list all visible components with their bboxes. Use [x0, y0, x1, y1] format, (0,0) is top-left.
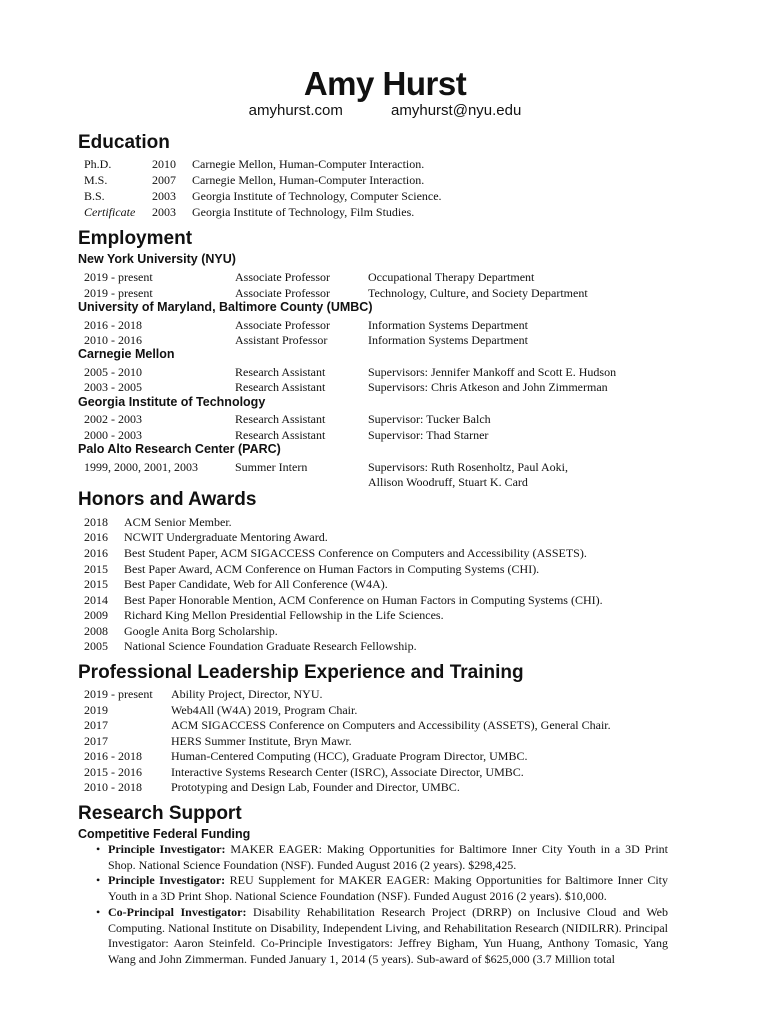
website-link[interactable]: amyhurst.com	[248, 102, 343, 119]
role: Research Assistant	[235, 380, 326, 394]
year: 2015	[84, 577, 108, 591]
funding-item	[96, 905, 668, 968]
employment-heading: Employment	[78, 228, 193, 249]
dates: 2010 - 2018	[84, 780, 142, 794]
dates: 2019 - present	[84, 286, 153, 300]
year: 2015	[84, 562, 108, 576]
leadership-text: Interactive Systems Research Center (ISRC), Associate Director, UMBC.	[171, 765, 524, 779]
employer-name: Carnegie Mellon	[78, 347, 175, 361]
year: 2009	[84, 608, 108, 622]
detail: Technology, Culture, and Society Department	[368, 286, 588, 300]
dates: 2019 - present	[84, 270, 153, 284]
honor-text: Richard King Mellon Presidential Fellowship in the Life Sciences.	[124, 608, 444, 622]
honor-text: Best Paper Honorable Mention, ACM Conference on Human Factors in Computing Systems (CHI).	[124, 593, 603, 607]
degree: M.S.	[84, 173, 108, 187]
detail: Supervisors: Ruth Rosenholtz, Paul Aoki,	[368, 460, 569, 474]
year: 2005	[84, 639, 108, 653]
leadership-heading: Professional Leadership Experience and Training	[78, 662, 524, 683]
role: Research Assistant	[235, 365, 326, 379]
degree: B.S.	[84, 189, 105, 203]
role: Assistant Professor	[235, 333, 328, 347]
dates: 2016 - 2018	[84, 318, 142, 332]
detail: Supervisors: Jennifer Mankoff and Scott E. Hudson	[368, 365, 617, 379]
honor-text: Best Student Paper, ACM SIGACCESS Conference on Computers and Accessibility (ASSETS).	[124, 546, 587, 560]
employer-name: Palo Alto Research Center (PARC)	[78, 442, 281, 456]
dates: 1999, 2000, 2001, 2003	[84, 460, 198, 474]
funding-role: Principle Investigator:	[108, 873, 226, 888]
detail: Supervisors: Chris Atkeson and John Zimmerman	[368, 380, 608, 394]
dates: 2010 - 2016	[84, 333, 142, 347]
dates: 2003 - 2005	[84, 380, 142, 394]
degree: Ph.D.	[84, 157, 112, 171]
contact-line	[0, 102, 770, 120]
dates: 2000 - 2003	[84, 428, 142, 442]
honors-heading: Honors and Awards	[78, 489, 257, 510]
year: 2003	[152, 189, 176, 203]
leadership-text: HERS Summer Institute, Bryn Mawr.	[171, 734, 352, 748]
leadership-text: Ability Project, Director, NYU.	[171, 687, 323, 701]
honor-text: Best Paper Candidate, Web for All Conference (W4A).	[124, 577, 388, 591]
dates: 2005 - 2010	[84, 365, 142, 379]
funding-item	[96, 842, 668, 873]
year: 2014	[84, 593, 108, 607]
funding-role: Co-Principal Investigator:	[108, 904, 247, 919]
funding-list	[96, 842, 668, 968]
cv-name: Amy Hurst	[303, 65, 467, 102]
funding-text: Disability Rehabilitation Research Project (DRRP) on Inclusive Cloud and Web Computing. National Institute on Disability, Independent Living, and Rehabilitation Research (NIDILRR). Principal Investigator: Aaron Steinfeld. Co-Principle Investigators: Jeffrey Bigham, Yun Huang, Anthony Tomasic, Yang Wang and John Zimmerman. Funded January 1, 2014 (5 years). Sub-award of $625,000 (3.7 Million total	[108, 904, 669, 966]
detail: Georgia Institute of Technology, Computer Science.	[192, 189, 442, 203]
dates: 2002 - 2003	[84, 412, 142, 426]
dates: 2019 - present	[84, 687, 153, 701]
employer-name: New York University (NYU)	[78, 252, 236, 266]
year: 2003	[152, 205, 176, 219]
honor-text: National Science Foundation Graduate Research Fellowship.	[124, 639, 417, 653]
detail: Allison Woodruff, Stuart K. Card	[368, 475, 528, 489]
funding-text: MAKER EAGER: Making Opportunities for Baltimore Inner City Youth in a 3D Print Shop. National Science Foundation (NSF). Funded August 2016 (2 years). $298,425.	[108, 842, 668, 872]
year: 2007	[152, 173, 176, 187]
detail: Supervisor: Thad Starner	[368, 428, 489, 442]
detail: Information Systems Department	[368, 333, 528, 347]
year: 2016	[84, 546, 108, 560]
year: 2016	[84, 530, 108, 544]
research-subheading: Competitive Federal Funding	[78, 827, 251, 841]
leadership-text: Human-Centered Computing (HCC), Graduate Program Director, UMBC.	[171, 749, 528, 763]
bullet-icon: •	[96, 842, 101, 856]
detail: Georgia Institute of Technology, Film Studies.	[192, 205, 415, 219]
role: Associate Professor	[235, 270, 330, 284]
detail: Carnegie Mellon, Human-Computer Interaction.	[192, 173, 425, 187]
role: Research Assistant	[235, 428, 326, 442]
employer-name: Georgia Institute of Technology	[78, 395, 266, 409]
education-heading: Education	[78, 132, 170, 153]
honor-text: Best Paper Award, ACM Conference on Human Factors in Computing Systems (CHI).	[124, 562, 540, 576]
leadership-text: Prototyping and Design Lab, Founder and Director, UMBC.	[171, 780, 460, 794]
detail: Carnegie Mellon, Human-Computer Interaction.	[192, 157, 425, 171]
leadership-text: ACM SIGACCESS Conference on Computers and Accessibility (ASSETS), General Chair.	[171, 718, 611, 732]
detail: Information Systems Department	[368, 318, 528, 332]
role: Research Assistant	[235, 412, 326, 426]
year: 2018	[84, 515, 108, 529]
dates: 2017	[84, 734, 108, 748]
leadership-text: Web4All (W4A) 2019, Program Chair.	[171, 703, 358, 717]
employer-name: University of Maryland, Baltimore County (UMBC)	[78, 300, 373, 314]
dates: 2016 - 2018	[84, 749, 142, 763]
honor-text: NCWIT Undergraduate Mentoring Award.	[124, 530, 328, 544]
role: Associate Professor	[235, 318, 330, 332]
role: Summer Intern	[235, 460, 308, 474]
dates: 2019	[84, 703, 108, 717]
bullet-icon: •	[96, 873, 101, 888]
funding-role: Principle Investigator:	[108, 842, 226, 856]
research-heading: Research Support	[78, 803, 242, 824]
role: Associate Professor	[235, 286, 330, 300]
email-link[interactable]: amyhurst@nyu.edu	[391, 102, 522, 119]
honor-text: Google Anita Borg Scholarship.	[124, 624, 278, 638]
dates: 2017	[84, 718, 108, 732]
bullet-icon: •	[96, 904, 101, 919]
year: 2008	[84, 624, 108, 638]
dates: 2015 - 2016	[84, 765, 142, 779]
detail: Occupational Therapy Department	[368, 270, 535, 284]
funding-text: REU Supplement for MAKER EAGER: Making Opportunities for Baltimore Inner City Youth in a 3D Print Shop. National Science Foundation (NSF). Funded August 2016 (2 years). $10,000.	[108, 873, 669, 904]
funding-item	[96, 873, 668, 904]
honor-text: ACM Senior Member.	[124, 515, 232, 529]
detail: Supervisor: Tucker Balch	[368, 412, 491, 426]
year: 2010	[152, 157, 176, 171]
degree: Certificate	[84, 205, 136, 219]
